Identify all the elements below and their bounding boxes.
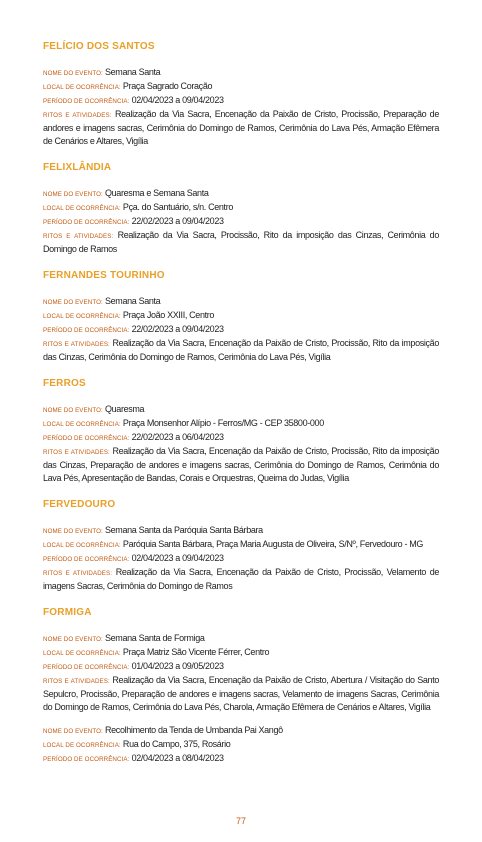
period-label: PERÍODO DE OCORRÊNCIA: — [43, 756, 130, 763]
name-label: NOME DO EVENTO: — [43, 191, 103, 198]
event-period — [43, 215, 439, 229]
event-rites — [43, 445, 439, 485]
rites-value: Realização da Via Sacra, Encenação da Paixão de Cristo, Procissão, Velamento de imagens Sacras, Cerimônia do Domingo de Ramos — [43, 567, 439, 591]
period-value: 02/04/2023 a 08/04/2023 — [131, 753, 224, 763]
period-value: 02/04/2023 a 09/04/2023 — [131, 553, 224, 563]
location-value: Pça. do Santuário, s/n. Centro — [122, 202, 233, 212]
period-value: 22/02/2023 a 09/04/2023 — [131, 216, 224, 226]
event-rites — [43, 108, 439, 148]
event-name — [43, 187, 439, 201]
event-entry — [43, 295, 439, 364]
event-name — [43, 632, 439, 646]
event-entry — [43, 632, 439, 714]
page-content — [43, 41, 439, 780]
name-label: NOME DO EVENTO: — [43, 728, 103, 735]
period-label: PERÍODO DE OCORRÊNCIA: — [43, 327, 130, 334]
name-value: Quaresma e Semana Santa — [105, 188, 209, 198]
rites-value: Realização da Via Sacra, Encenação da Paixão de Cristo, Abertura / Visitação do Santo Sepulcro, Procissão, Preparação de andores e imagens sacras, Velamento de imagens Sacras, Cerimônia do Domingo de Ramos, Cerimônia do Lava Pés, Charola, Armação Efêmera de Cenários e Altares, Vigília — [43, 675, 439, 712]
name-value: Semana Santa da Paróquia Santa Bárbara — [105, 525, 263, 535]
city-title: FELÍCIO DOS SANTOS — [43, 41, 155, 52]
city-section — [43, 41, 439, 148]
event-location — [43, 538, 439, 552]
location-label: LOCAL DE OCORRÊNCIA: — [43, 205, 121, 212]
period-value: 22/02/2023 a 06/04/2023 — [131, 432, 224, 442]
location-value: Praça João XXIII, Centro — [122, 310, 215, 320]
event-period — [43, 552, 439, 566]
event-rites — [43, 337, 439, 364]
event-location — [43, 309, 439, 323]
location-label: LOCAL DE OCORRÊNCIA: — [43, 650, 121, 657]
rites-value: Realização da Via Sacra, Encenação da Paixão de Cristo, Procissão, Rito da imposição das Cinzas, Cerimônia do Domingo de Ramos, Cerimônia do Lava Pés, Vigília — [43, 338, 439, 362]
event-location — [43, 738, 439, 752]
city-section — [43, 607, 439, 766]
event-location — [43, 646, 439, 660]
name-label: NOME DO EVENTO: — [43, 299, 103, 306]
rites-value: Realização da Via Sacra, Encenação da Paixão de Cristo, Procissão, Rito da imposição das Cinzas, Preparação de andores e imagens sacras, Cerimônia do Domingo de Ramos, Cerimônia do Lava Pés, Apresentação de Bandas, Corais e Orquestras, Queima do Judas, Vigília — [43, 446, 439, 483]
location-value: Rua do Campo, 375, Rosário — [122, 739, 231, 749]
event-location — [43, 417, 439, 431]
rites-label: RITOS E ATIVIDADES: — [43, 570, 113, 577]
location-label: LOCAL DE OCORRÊNCIA: — [43, 421, 121, 428]
name-value: Quaresma — [105, 404, 145, 414]
city-title: FERNANDES TOURINHO — [43, 270, 165, 281]
name-value: Semana Santa — [105, 296, 161, 306]
rites-label: RITOS E ATIVIDADES: — [43, 678, 110, 685]
name-label: NOME DO EVENTO: — [43, 636, 103, 643]
period-label: PERÍODO DE OCORRÊNCIA: — [43, 98, 130, 105]
event-entry — [43, 403, 439, 485]
city-title: FERROS — [43, 378, 86, 389]
name-label: NOME DO EVENTO: — [43, 407, 103, 414]
name-label: NOME DO EVENTO: — [43, 528, 103, 535]
rites-label: RITOS E ATIVIDADES: — [43, 112, 112, 119]
rites-label: RITOS E ATIVIDADES: — [43, 341, 110, 348]
city-title: FORMIGA — [43, 607, 92, 618]
page-number: 77 — [235, 816, 246, 826]
event-rites — [43, 566, 439, 593]
location-label: LOCAL DE OCORRÊNCIA: — [43, 542, 121, 549]
location-value: Paróquia Santa Bárbara, Praça Maria Augusta de Oliveira, S/Nº, Fervedouro - MG — [122, 539, 424, 549]
event-rites — [43, 674, 439, 714]
name-value: Recolhimento da Tenda de Umbanda Pai Xangô — [105, 725, 283, 735]
period-label: PERÍODO DE OCORRÊNCIA: — [43, 556, 130, 563]
period-label: PERÍODO DE OCORRÊNCIA: — [43, 219, 130, 226]
event-location — [43, 80, 439, 94]
period-value: 01/04/2023 a 09/05/2023 — [131, 661, 224, 671]
city-section — [43, 378, 439, 485]
name-value: Semana Santa de Formiga — [105, 633, 205, 643]
event-name — [43, 524, 439, 538]
rites-value: Realização da Via Sacra, Procissão, Rito da imposição das Cinzas, Cerimônia do Domingo de Ramos — [43, 230, 439, 254]
period-value: 02/04/2023 a 09/04/2023 — [131, 95, 224, 105]
event-period — [43, 660, 439, 674]
location-label: LOCAL DE OCORRÊNCIA: — [43, 742, 121, 749]
event-name — [43, 66, 439, 80]
location-label: LOCAL DE OCORRÊNCIA: — [43, 84, 121, 91]
rites-label: RITOS E ATIVIDADES: — [43, 233, 114, 240]
event-location — [43, 201, 439, 215]
location-label: LOCAL DE OCORRÊNCIA: — [43, 313, 121, 320]
event-name — [43, 403, 439, 417]
event-entry — [43, 187, 439, 256]
name-label: NOME DO EVENTO: — [43, 70, 103, 77]
event-period — [43, 752, 439, 766]
city-section — [43, 270, 439, 364]
rites-value: Realização da Via Sacra, Encenação da Paixão de Cristo, Procissão, Preparação de andores e imagens sacras, Cerimônia do Domingo de Ramos, Cerimônia do Lava Pés, Armação Efêmera de Cenários e Altares, Vigília — [43, 109, 439, 146]
city-section — [43, 499, 439, 593]
event-entry — [43, 724, 439, 766]
event-period — [43, 94, 439, 108]
city-section — [43, 162, 439, 256]
period-value: 22/02/2023 a 09/04/2023 — [131, 324, 224, 334]
location-value: Praça Sagrado Coração — [122, 81, 213, 91]
event-period — [43, 323, 439, 337]
location-value: Praça Monsenhor Alípio - Ferros/MG - CEP 35800-000 — [122, 418, 324, 428]
event-name — [43, 295, 439, 309]
name-value: Semana Santa — [105, 67, 161, 77]
event-entry — [43, 524, 439, 593]
rites-label: RITOS E ATIVIDADES: — [43, 449, 110, 456]
event-rites — [43, 229, 439, 256]
event-name — [43, 724, 439, 738]
city-title: FERVEDOURO — [43, 499, 116, 510]
event-entry — [43, 66, 439, 148]
period-label: PERÍODO DE OCORRÊNCIA: — [43, 664, 130, 671]
event-period — [43, 431, 439, 445]
location-value: Praça Matriz São Vicente Férrer, Centro — [122, 647, 270, 657]
city-title: FELIXLÂNDIA — [43, 162, 112, 173]
period-label: PERÍODO DE OCORRÊNCIA: — [43, 435, 130, 442]
